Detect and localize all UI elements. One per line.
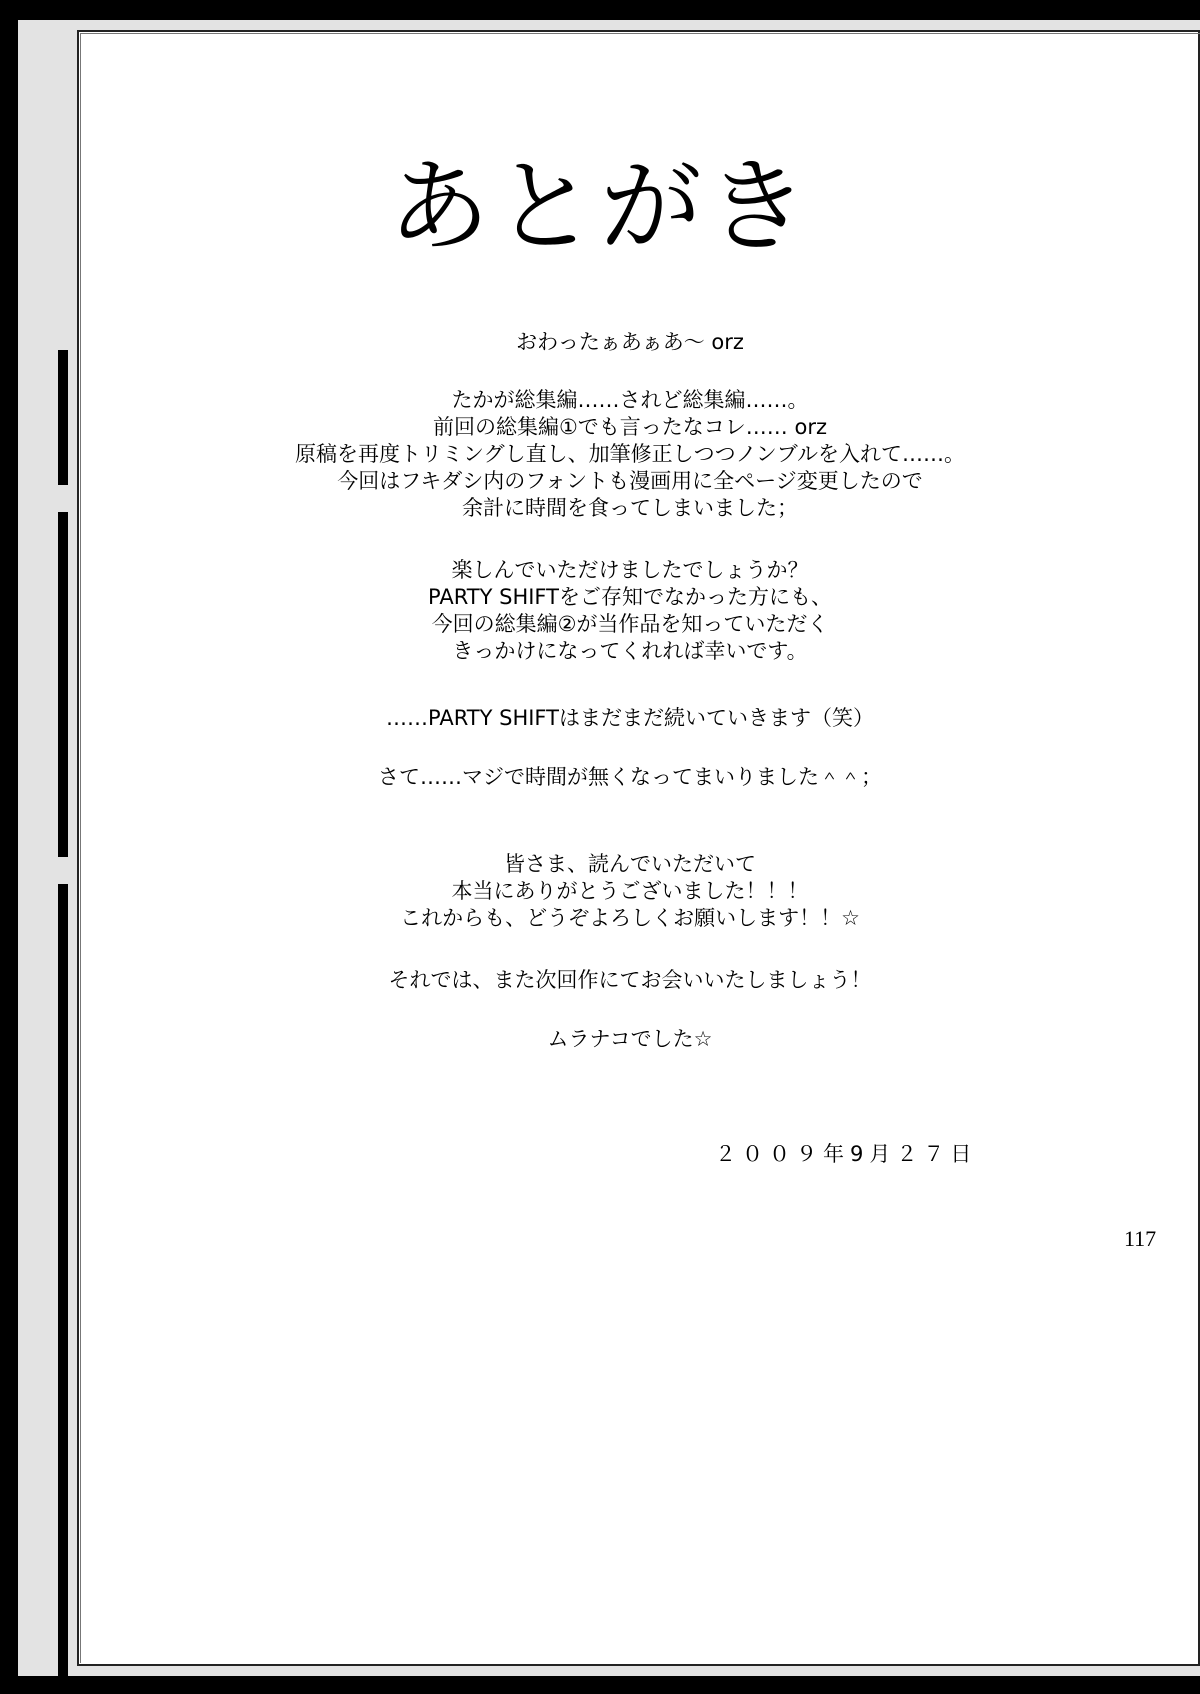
paragraph-2	[0, 387, 1200, 522]
paragraph-4	[0, 705, 1200, 732]
paragraph-8	[0, 1026, 1200, 1053]
paragraph-6	[0, 851, 1200, 932]
paragraph-7	[0, 967, 1200, 994]
paragraph-1	[0, 329, 1200, 356]
text-line: 余計に時間を食ってしまいました；	[462, 496, 798, 520]
text-line: 楽しんでいただけましたでしょうか？	[451, 558, 809, 582]
document-page	[77, 30, 1200, 1666]
text-line: さて……マジで時間が無くなってまいりました＾＾；	[378, 765, 882, 789]
text-line: 本当にありがとうございました！！！	[451, 879, 809, 903]
text-line: 原稿を再度トリミングし直し、加筆修正しつつノンブルを入れて……。	[295, 442, 965, 466]
date-stamp: ２００９年9月２７日	[715, 1142, 978, 1166]
binding-mark-bottom	[58, 884, 68, 1684]
text-line: きっかけになってくれれば幸いです。	[452, 639, 808, 663]
page-title: あとがき	[388, 148, 812, 267]
text-line: 皆さま、読んでいただいて	[504, 852, 756, 876]
text-line: ……PARTY SHIFTはまだまだ続いていきます（笑）	[386, 706, 874, 730]
text-line: おわったぁあぁあ～ orz	[516, 330, 744, 354]
paragraph-5	[0, 764, 1200, 791]
paragraph-3	[0, 557, 1200, 665]
text-line: それでは、また次回作にてお会いいたしましょう！	[388, 968, 872, 992]
text-line: これからも、どうぞよろしくお願いします！！☆	[400, 906, 860, 930]
page-number: 117	[1124, 1226, 1157, 1251]
text-line: ムラナコでした☆	[547, 1027, 713, 1051]
text-line: たかが総集編……されど総集編……。	[451, 388, 809, 412]
text-line: PARTY SHIFTをご存知でなかった方にも、	[428, 585, 832, 609]
text-line: 今回はフキダシ内のフォントも漫画用に全ページ変更したので	[337, 469, 923, 493]
text-line: 前回の総集編①でも言ったなコレ…… orz	[432, 415, 827, 439]
text-line: 今回の総集編②が当作品を知っていただく	[431, 612, 829, 636]
